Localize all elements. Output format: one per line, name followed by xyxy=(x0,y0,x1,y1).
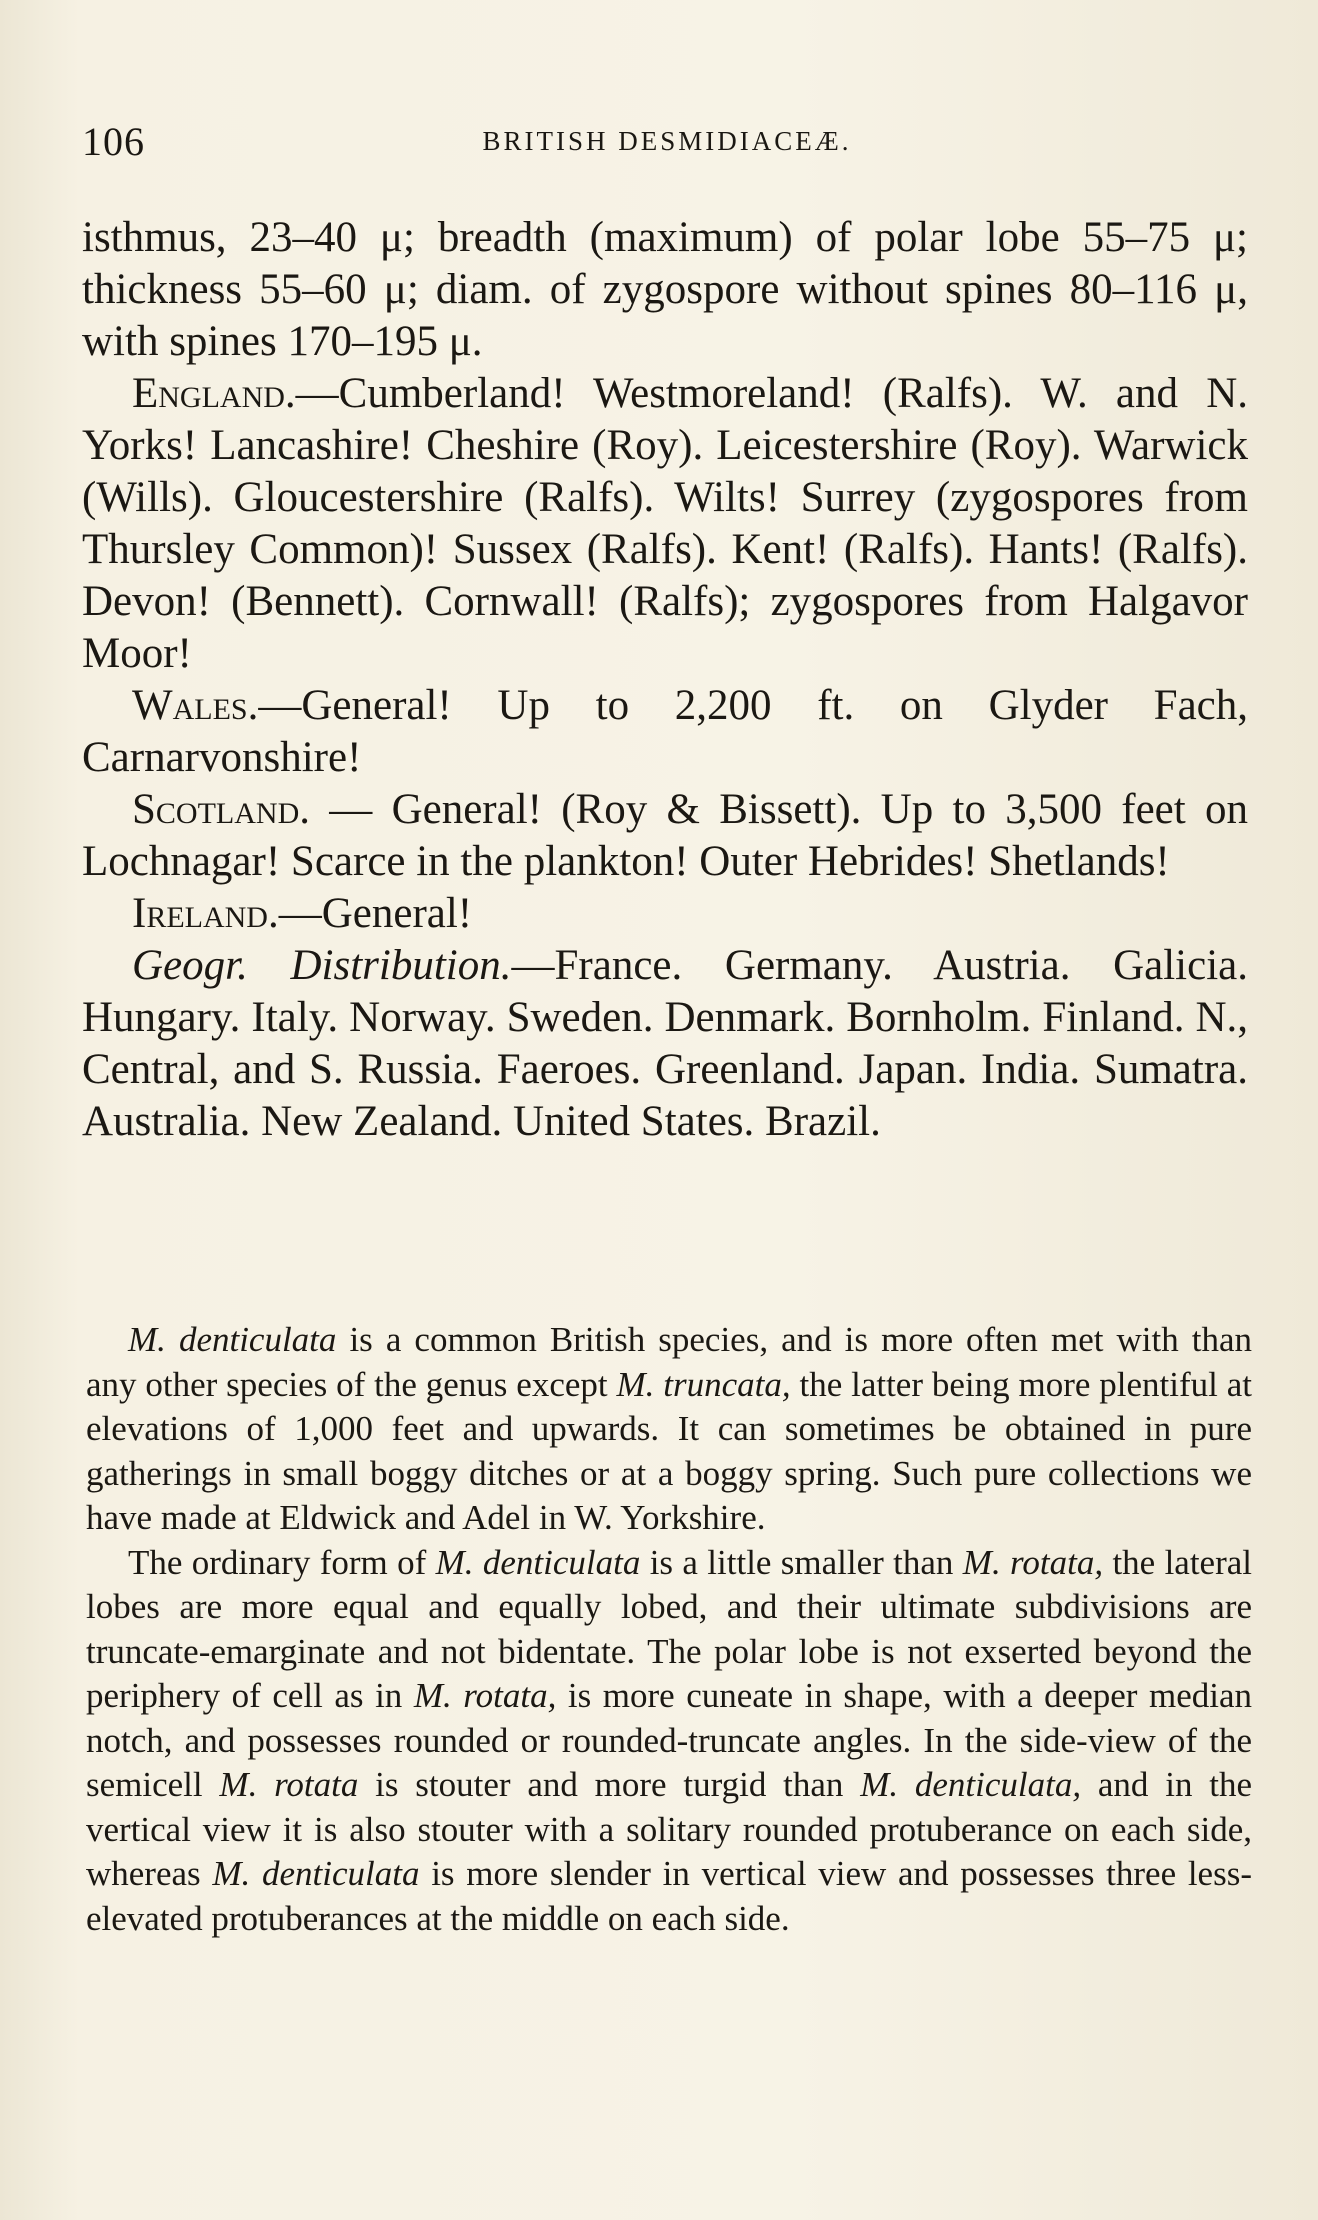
species-name: M. denticulata xyxy=(128,1320,337,1359)
species-name: M. rotata, xyxy=(962,1542,1104,1582)
england-label: England. xyxy=(132,370,296,417)
commentary-text-span: is stouter and more turgid than xyxy=(358,1765,861,1804)
main-text xyxy=(82,212,1248,1148)
page-header xyxy=(82,118,1252,168)
england-paragraph xyxy=(82,368,1248,680)
commentary-text-span: is more slender in vertical view and possesses three less-elevated protuberances at the middle on each side. xyxy=(86,1854,1252,1938)
wales-label: Wales. xyxy=(132,682,259,729)
ireland-label: Ireland. xyxy=(132,890,279,937)
species-name: M. rotata, xyxy=(413,1676,557,1715)
commentary-text-span: the lateral lobes are more equal and equally lobed, and their ultimate subdivisions are truncate-emarginate and not bidentate. The polar lobe is not exserted beyond the periphery of cell as in xyxy=(86,1542,1252,1715)
species-name: M. denticulata, xyxy=(860,1765,1082,1804)
wales-paragraph xyxy=(82,680,1248,784)
commentary-text-span: is a little smaller than xyxy=(640,1542,963,1582)
commentary-paragraph-2 xyxy=(86,1541,1252,1942)
england-text: —Cumberland! Westmoreland! (Ralfs). W. and N. Yorks! Lancashire! Cheshire (Roy). Leicestershire (Roy). Warwick (Wills). Gloucestershire (Ralfs). Wilts! Surrey (zygospores from Thursley Common)! Sussex (Ralfs). Kent! (Ralfs). Hants! (Ralfs). Devon! (Bennett). Cornwall! (Ralfs); zygospores from Halgavor Moor! xyxy=(82,370,1248,677)
commentary-paragraph-1 xyxy=(86,1318,1252,1541)
page-number: 106 xyxy=(82,119,145,164)
ireland-text: —General! xyxy=(278,890,473,937)
commentary-text-span: is a common British species, and is more often met with than any other species of the genus except xyxy=(86,1320,1253,1404)
commentary-text-span: and in the vertical view it is also stouter with a solitary rounded protuberance on each side, whereas xyxy=(86,1765,1252,1893)
scotland-label: Scotland. xyxy=(132,786,310,833)
ireland-paragraph xyxy=(82,888,1248,940)
distribution-label: Geogr. Distribution. xyxy=(132,942,512,989)
commentary-text xyxy=(86,1318,1252,1941)
species-name: M. truncata, xyxy=(616,1364,791,1404)
distribution-text: —France. Germany. Austria. Galicia. Hungary. Italy. Norway. Sweden. Denmark. Bornholm. Finland. N., Central, and S. Russia. Faeroes. Greenland. Japan. India. Sumatra. Australia. New Zealand. United States. Brazil. xyxy=(82,942,1248,1145)
scotland-text: — General! (Roy & Bissett). Up to 3,500 feet on Lochnagar! Scarce in the plankton! Outer Hebrides! Shetlands! xyxy=(82,786,1248,885)
species-name: M. rotata xyxy=(219,1765,359,1804)
running-title: BRITISH DESMIDIACEÆ. xyxy=(482,126,852,156)
commentary-text-span: The ordinary form of xyxy=(128,1542,436,1582)
species-name: M. denticulata xyxy=(212,1854,420,1893)
commentary-text-span: the latter being more plentiful at elevations of 1,000 feet and upwards. It can sometimes be obtained in pure gatherings in small boggy ditches or at a boggy spring. Such pure collections we have made at Eldwick and Adel in W. Yorkshire. xyxy=(86,1364,1252,1537)
wales-text: —General! Up to 2,200 ft. on Glyder Fach, Carnarvonshire! xyxy=(82,682,1248,781)
scotland-paragraph xyxy=(82,784,1248,888)
commentary-text-span: is more cuneate in shape, with a deeper median notch, and possesses rounded or rounded-truncate angles. In the side-view of the semicell xyxy=(86,1676,1252,1804)
species-name: M. denticulata xyxy=(435,1542,641,1582)
distribution-paragraph xyxy=(82,940,1248,1148)
measurements-paragraph: isthmus, 23–40 μ; breadth (maximum) of polar lobe 55–75 μ; thickness 55–60 μ; diam. of zygospore without spines 80–116 μ, with spines 170–195 μ. xyxy=(82,214,1248,365)
